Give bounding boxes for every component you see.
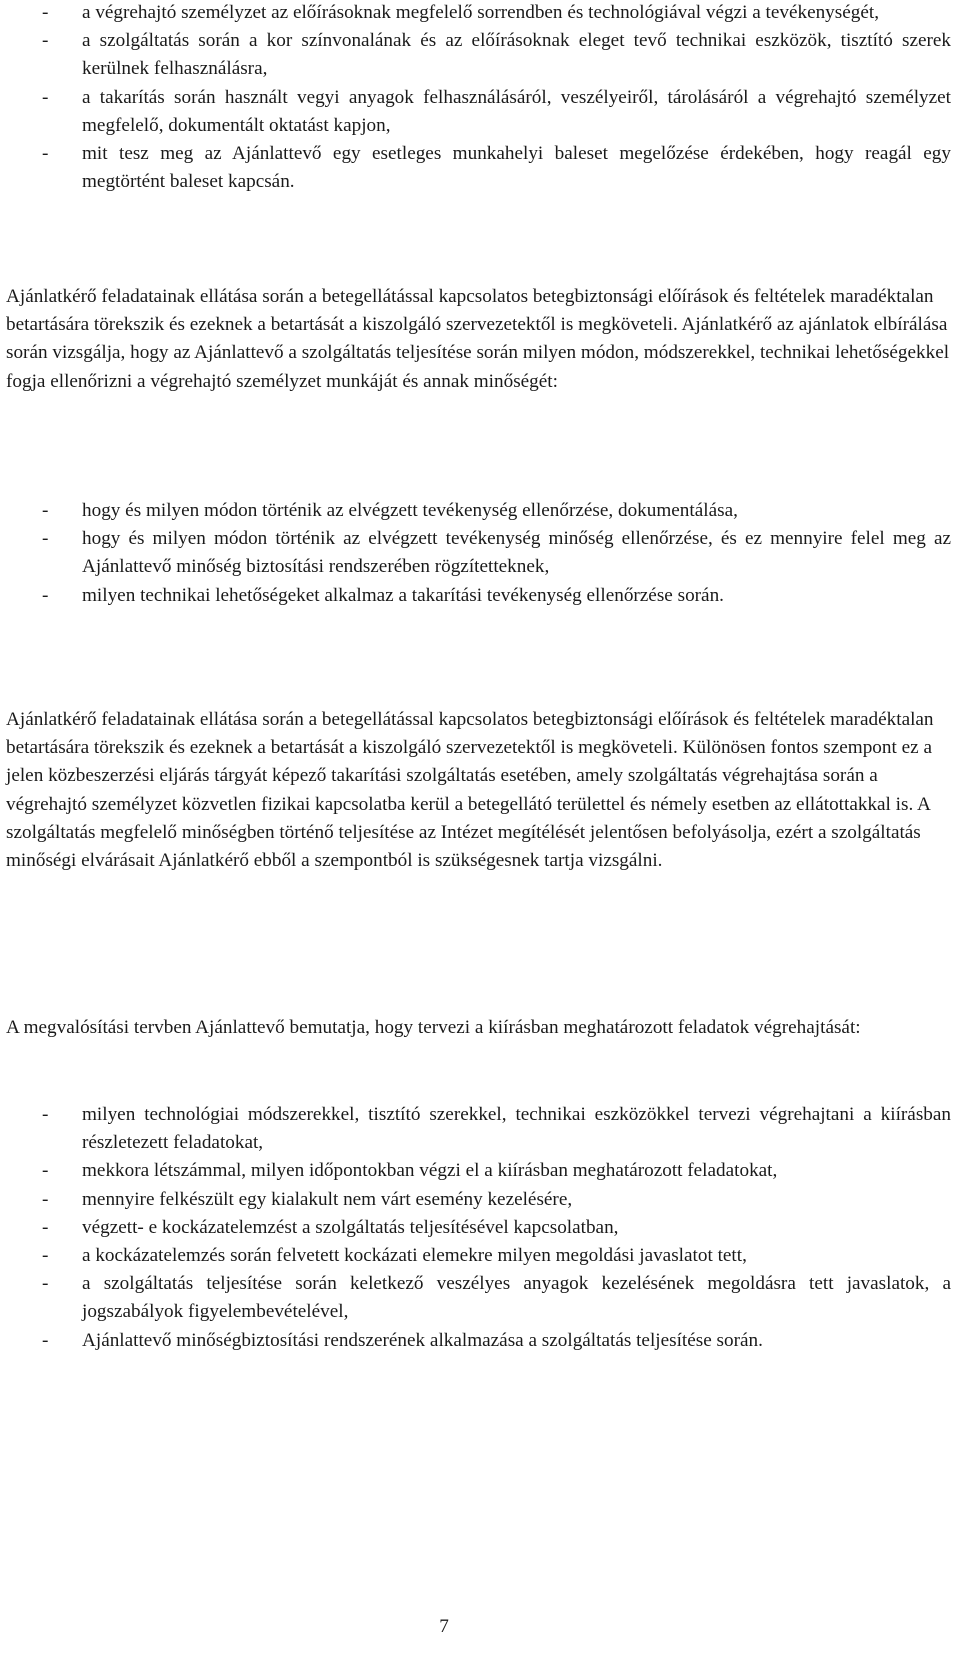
paragraph-plan-intro: A megvalósítási tervben Ajánlattevő bemutatja, hogy tervezi a kiírásban meghatározott feladatok végrehajtását: bbox=[6, 1017, 861, 1038]
list-item-text: milyen technikai lehetőségeket alkalmaz a takarítási tevékenység ellenőrzése során. bbox=[82, 584, 724, 606]
list-item-text: mekkora létszámmal, milyen időpontokban végzi el a kiírásban meghatározott feladatokat, bbox=[82, 1160, 778, 1182]
list-item bbox=[6, 1186, 951, 1214]
list-item-text: a végrehajtó személyzet az előírásoknak megfelelő sorrendben és technológiával végzi a tevékenységét, bbox=[82, 2, 879, 23]
bullet-dash: - bbox=[42, 1188, 49, 1210]
list-item-text: mit tesz meg az Ajánlattevő egy esetleges munkahelyi baleset megelőzése érdekében, hogy reagál egy megtörtént baleset kapcsán. bbox=[82, 143, 951, 193]
document-page bbox=[6, 0, 951, 1670]
list-item-text: hogy és milyen módon történik az elvégzett tevékenység ellenőrzése, dokumentálása, bbox=[82, 500, 738, 521]
bullet-dash: - bbox=[42, 1104, 49, 1125]
list-item bbox=[6, 525, 951, 581]
list-item-text: Ajánlattevő minőségbiztosítási rendszerének alkalmazása a szolgáltatás teljesítése során. bbox=[82, 1329, 763, 1351]
bullet-dash: - bbox=[42, 1329, 49, 1351]
list-item bbox=[6, 1101, 951, 1157]
list-item bbox=[6, 140, 951, 196]
implementation-plan-list bbox=[6, 1101, 951, 1355]
bullet-dash: - bbox=[42, 30, 49, 52]
list-item bbox=[6, 0, 951, 27]
bullet-dash: - bbox=[42, 1273, 49, 1295]
list-item bbox=[6, 582, 951, 610]
bullet-dash: - bbox=[42, 1216, 49, 1238]
list-item-text: milyen technológiai módszerekkel, tisztító szerekkel, technikai eszközökkel tervezi végrehajtani a kiírásban részletezett feladatokat, bbox=[82, 1104, 951, 1154]
list-item-text: végzett- e kockázatelemzést a szolgáltatás teljesítésével kapcsolatban, bbox=[82, 1216, 619, 1238]
bullet-dash: - bbox=[42, 86, 49, 108]
list-item bbox=[6, 497, 951, 525]
list-item-text: a szolgáltatás során a kor színvonalának és az előírásoknak eleget tevő technikai eszközök, tisztító szerek kerülnek felhasználásra, bbox=[82, 30, 951, 80]
list-item bbox=[6, 27, 951, 83]
bullet-dash: - bbox=[42, 1245, 49, 1267]
list-item bbox=[6, 1214, 951, 1242]
list-item bbox=[6, 1242, 951, 1270]
paragraph-evaluation: Ajánlatkérő feladatainak ellátása során a betegellátással kapcsolatos betegbiztonsági előírások és feltételek maradéktalan betartására törekszik és ezeknek a betartását a kiszolgáló szervezetektől is megköveteli. Ajánlatkérő az ajánlatok elbírálása során vizsgálja, hogy az Ajánlattevő a szolgáltatás teljesítése során milyen módon, módszerekkel, technikai lehetőségekkel fogja ellenőrizni a végrehajtó személyzet munkáját és annak minőségét: bbox=[6, 286, 950, 392]
bullet-dash: - bbox=[42, 1160, 49, 1182]
bullet-dash: - bbox=[42, 500, 49, 521]
bullet-dash: - bbox=[42, 584, 49, 606]
list-item bbox=[6, 84, 951, 140]
paragraph-quality: Ajánlatkérő feladatainak ellátása során a betegellátással kapcsolatos betegbiztonsági előírások és feltételek maradéktalan betartására törekszik és ezeknek a betartását a kiszolgáló szervezetektől is megköveteli. Különösen fontos szempont ez a jelen közbeszerzési eljárás tárgyát képező takarítási szolgáltatás esetében, amely szolgáltatás végrehajtása során a végrehajtó személyzet közvetlen fizikai kapcsolatba kerül a betegellátó területtel és némely esetben az ellátottakkal is. A szolgáltatás megfelelő minőségben történő teljesítése az Intézet megítélését jelentősen befolyásolja, ezért a szolgáltatás minőségi elvárásait Ajánlatkérő ebből a szempontból is szükségesnek tartja vizsgálni. bbox=[6, 709, 934, 872]
control-methods-list bbox=[6, 497, 951, 610]
requirements-list bbox=[6, 0, 951, 196]
bullet-dash: - bbox=[42, 2, 49, 23]
bullet-dash: - bbox=[42, 528, 49, 550]
list-item bbox=[6, 1270, 951, 1326]
list-item-text: a takarítás során használt vegyi anyagok felhasználásáról, veszélyeiről, tárolásáról a végrehajtó személyzet megfelelő, dokumentált oktatást kapjon, bbox=[82, 86, 951, 136]
bullet-dash: - bbox=[42, 143, 49, 165]
page-number: 7 bbox=[439, 1616, 449, 1637]
list-item-text: a kockázatelemzés során felvetett kockázati elemekre milyen megoldási javaslatot tett, bbox=[82, 1245, 747, 1267]
list-item bbox=[6, 1157, 951, 1185]
list-item bbox=[6, 1327, 951, 1355]
list-item-text: hogy és milyen módon történik az elvégzett tevékenység minőség ellenőrzése, és ez mennyire felel meg az Ajánlattevő minőség biztosítási rendszerében rögzítetteknek, bbox=[82, 528, 951, 578]
list-item-text: mennyire felkészült egy kialakult nem várt esemény kezelésére, bbox=[82, 1188, 573, 1210]
list-item-text: a szolgáltatás teljesítése során keletkező veszélyes anyagok kezelésének megoldásra tett javaslatok, a jogszabályok figyelembevételével, bbox=[82, 1273, 951, 1323]
